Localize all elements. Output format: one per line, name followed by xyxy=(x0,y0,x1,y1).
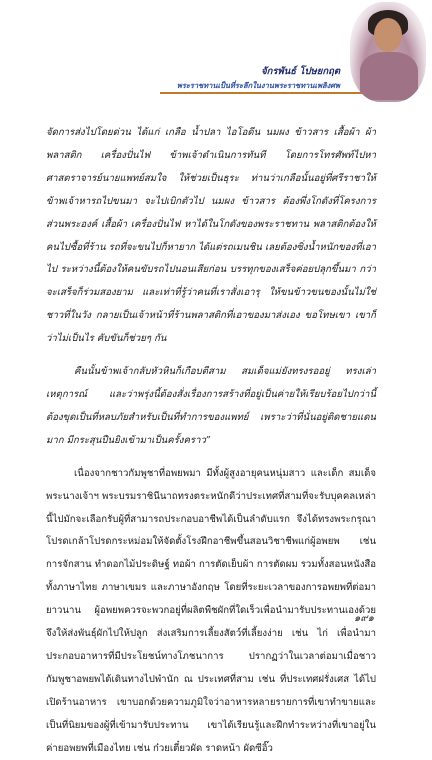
author-portrait-image xyxy=(350,2,426,102)
portrait-clothing xyxy=(360,52,418,100)
book-title: พระราชทานเป็นที่ระลึกในงานพระราชทานเพลิงศพ xyxy=(176,81,340,90)
page-body xyxy=(46,122,376,760)
page-header xyxy=(0,0,432,112)
header-divider xyxy=(160,92,372,94)
author-name: จักรพันธ์ โปษยกฤต xyxy=(261,66,340,77)
portrait-face xyxy=(374,18,402,52)
body-paragraph: เนื่องจากชาวกัมพูชาที่อพยพมา มีทั้งผู้สูงอายุคนหนุ่มสาว และเด็ก สมเด็จพระนางเจ้าฯ พระบรมราชินีนาถทรงตระหนักดีว่าประเทศที่สามที่จะรับบุคคลเหล่านี้ไปมักจะเลือกรับผู้ที่สามารถประกอบอาชีพได้เป็นลำดับแรก จึงได้ทรงพระกรุณาโปรดเกล้าโปรดกระหม่อมให้จัดตั้งโรงฝึกอาชีพขึ้นสอนวิชาชีพแก่ผู้อพยพ เช่น การจักสาน ทำดอกไม้ประดิษฐ์ ทอผ้า การตัดเย็บผ้า การตัดผม รวมทั้งสอนหนังสือทั้งภาษาไทย ภาษาเขมร และภาษาอังกฤษ โดยที่ระยะเวลาของการอพยพที่ต่อมายาวนาน ผู้อพยพควรจะพวกอยู่ที่ผลิตพืชผักที่ใดเร็วเพื่อนำมารับประทานเองด้วย จึงให้ส่งพันธุ์ผักไปให้ปลูก ส่งเสริมการเลี้ยงสัตว์ที่เลี้ยงง่าย เช่น ไก่ เพื่อนำมาประกอบอาหารที่มีประโยชน์ทางโภชนาการ ปรากฏว่าในเวลาต่อมาเมื่อชาวกัมพูชาอพยพได้เดินทางไปพำนัก ณ ประเทศที่สาม เช่น ที่ประเทศฝรั่งเศส ได้ไปเปิดร้านอาหาร เขาบอกด้วยความภูมิใจว่าอาหารหลายรายการที่เขาทำขายและเป็นที่นิยมของผู้ที่เข้ามารับประทาน เขาได้เรียนรู้และฝึกทำระหว่างที่เขาอยู่ในค่ายอพยพที่เมืองไทย เช่น ก๋วยเตี๋ยวผัด ราดหน้า ผัดซีอิ๊ว xyxy=(46,467,376,754)
quote-paragraph-2: คืนนั้นข้าพเจ้ากลับหัวหินก็เกือบตีสาม สมเด็จแม่ยังทรงรออยู่ ทรงเล่าเหตุการณ์ และว่าพรุ่งนี้ต้องสั่งเรื่องการสร้างที่อยู่เป็นค่ายให้เรียบร้อยไปกว่านี้ ต้องขุดเป็นที่หลบภัยสำหรับเป็นที่ทำการของแพทย์ เพราะว่าที่นั่นอยู่ติดชายแดนมาก มีกระสุนปืนยิงเข้ามาเป็นครั้งคราว” xyxy=(46,366,376,446)
page-number: ๑๙๑ xyxy=(353,613,374,624)
quote-paragraph-1: จัดการส่งไปโดยด่วน ได้แก่ เกลือ น้ำปลา ไอโอดีน นมผง ข้าวสาร เสื้อผ้า ผ้าพลาสติก เครื่องปั่นไฟ ข้าพเจ้าดำเนินการทันที โดยการโทรศัพท์ไปหาศาสตราจารย์นายแพทย์สมใจ ให้ช่วยเป็นธุระ ท่านว่าเกลือนั้นอยู่ที่ศรีราชาให้ข้าพเจ้าหารถไปขนมา จะไปเบิกตัวไป นมผง ข้าวสาร ต้องพึ่งโกดังที่โครงการส่วนพระองค์ เสื้อผ้า เครื่องปั่นไฟ หาได้ในโกดังของพระราชทาน พลาสติกต้องให้คนไปซื้อที่ร้าน รถที่จะขนไปก็หายาก ได้แต่รถเมนชิน เลยต้องซิ่งน้ำหนักของที่เอาไป ระหว่างนี้ต้องให้คนขับรถไปนอนเสียก่อน บรรทุกของเสร็จค่อยปลุกขึ้นมา กว่าจะเสร็จก็ร่วมสองยาม และเท่าที่รู้ว่าคนที่เราสั่งเอารุ ให้ขนข้าวขนของนั้นไม่ใช่ชาวที่ในวัง กลายเป็นเจ้าหน้าที่ร้านพลาสติกที่เอาของมาส่งเอง ขอโทษเขา เขาก็ว่าไม่เป็นไร คับขันก็ช่วยๆ กัน xyxy=(46,127,376,345)
